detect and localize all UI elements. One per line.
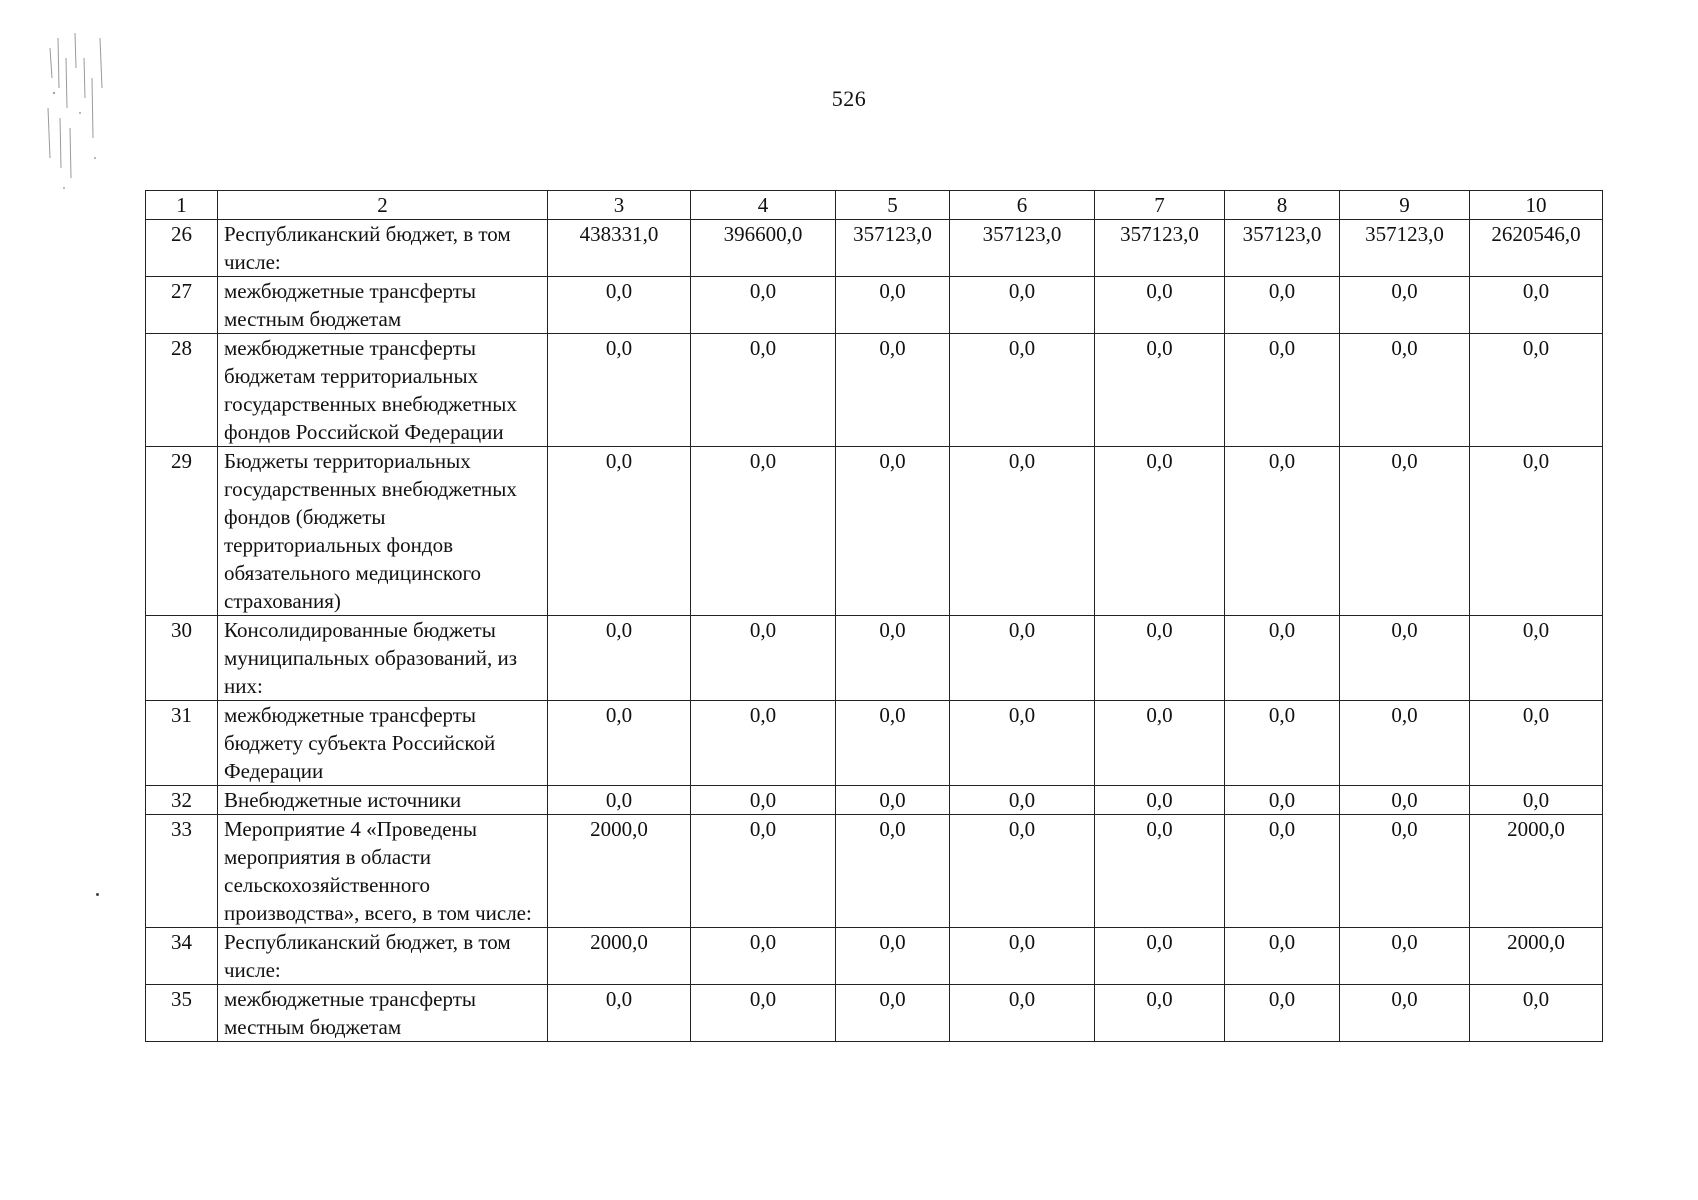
value-cell: 0,0 <box>950 334 1095 447</box>
value-cell: 0,0 <box>1340 616 1470 701</box>
table-row <box>146 701 1603 786</box>
value-cell: 0,0 <box>1225 447 1340 616</box>
row-label: Консолидированные бюджеты муниципальных образований, из них: <box>218 616 548 701</box>
value-cell: 0,0 <box>836 786 950 815</box>
table-header-row <box>146 191 1603 220</box>
value-cell: 2000,0 <box>1470 928 1603 985</box>
value-cell: 0,0 <box>950 616 1095 701</box>
value-cell: 0,0 <box>1340 815 1470 928</box>
row-label: межбюджетные трансферты местным бюджетам <box>218 985 548 1042</box>
value-cell: 0,0 <box>950 277 1095 334</box>
value-cell: 0,0 <box>836 447 950 616</box>
value-cell: 0,0 <box>836 334 950 447</box>
value-cell: 0,0 <box>1095 786 1225 815</box>
column-header: 1 <box>146 191 218 220</box>
value-cell: 0,0 <box>836 701 950 786</box>
table-row <box>146 616 1603 701</box>
value-cell: 0,0 <box>1095 928 1225 985</box>
table-row <box>146 277 1603 334</box>
value-cell: 0,0 <box>691 334 836 447</box>
value-cell: 0,0 <box>691 786 836 815</box>
table-row <box>146 220 1603 277</box>
value-cell: 0,0 <box>548 334 691 447</box>
value-cell: 0,0 <box>836 985 950 1042</box>
value-cell: 0,0 <box>548 616 691 701</box>
value-cell: 0,0 <box>1095 334 1225 447</box>
value-cell: 0,0 <box>950 701 1095 786</box>
value-cell: 0,0 <box>1225 815 1340 928</box>
row-number: 29 <box>146 447 218 616</box>
value-cell: 0,0 <box>548 786 691 815</box>
value-cell: 0,0 <box>836 815 950 928</box>
value-cell: 0,0 <box>1095 815 1225 928</box>
value-cell: 0,0 <box>1095 616 1225 701</box>
column-header: 3 <box>548 191 691 220</box>
row-number: 26 <box>146 220 218 277</box>
value-cell: 0,0 <box>1340 786 1470 815</box>
row-label: Мероприятие 4 «Проведены мероприятия в области сельскохозяйственного производства», всего, в том числе: <box>218 815 548 928</box>
row-number: 33 <box>146 815 218 928</box>
value-cell: 0,0 <box>950 928 1095 985</box>
scan-artifact <box>40 18 120 198</box>
value-cell: 0,0 <box>548 985 691 1042</box>
value-cell: 396600,0 <box>691 220 836 277</box>
value-cell: 357123,0 <box>1095 220 1225 277</box>
row-label: Республиканский бюджет, в том числе: <box>218 220 548 277</box>
table-row <box>146 985 1603 1042</box>
value-cell: 0,0 <box>950 447 1095 616</box>
table-row <box>146 786 1603 815</box>
column-header: 2 <box>218 191 548 220</box>
value-cell: 0,0 <box>1225 701 1340 786</box>
value-cell: 0,0 <box>691 616 836 701</box>
row-number: 34 <box>146 928 218 985</box>
table-row <box>146 815 1603 928</box>
value-cell: 0,0 <box>950 815 1095 928</box>
value-cell: 2000,0 <box>1470 815 1603 928</box>
value-cell: 0,0 <box>1225 277 1340 334</box>
value-cell: 2620546,0 <box>1470 220 1603 277</box>
value-cell: 2000,0 <box>548 815 691 928</box>
row-number: 31 <box>146 701 218 786</box>
row-label: Бюджеты территориальных государственных внебюджетных фондов (бюджеты территориальных фондов обязательного медицинского страхования) <box>218 447 548 616</box>
value-cell: 0,0 <box>1470 277 1603 334</box>
value-cell: 2000,0 <box>548 928 691 985</box>
value-cell: 0,0 <box>1340 447 1470 616</box>
value-cell: 0,0 <box>950 786 1095 815</box>
budget-table <box>145 190 1603 1042</box>
value-cell: 0,0 <box>1095 985 1225 1042</box>
row-label: Республиканский бюджет, в том числе: <box>218 928 548 985</box>
column-header: 6 <box>950 191 1095 220</box>
value-cell: 0,0 <box>548 447 691 616</box>
row-number: 30 <box>146 616 218 701</box>
row-number: 28 <box>146 334 218 447</box>
value-cell: 0,0 <box>1095 701 1225 786</box>
value-cell: 0,0 <box>691 928 836 985</box>
value-cell: 0,0 <box>1340 985 1470 1042</box>
value-cell: 0,0 <box>691 701 836 786</box>
row-number: 32 <box>146 786 218 815</box>
value-cell: 0,0 <box>1470 985 1603 1042</box>
value-cell: 357123,0 <box>950 220 1095 277</box>
value-cell: 0,0 <box>1340 928 1470 985</box>
table-row <box>146 447 1603 616</box>
value-cell: 0,0 <box>836 277 950 334</box>
value-cell: 357123,0 <box>836 220 950 277</box>
value-cell: 0,0 <box>548 701 691 786</box>
value-cell: 0,0 <box>1470 447 1603 616</box>
column-header: 9 <box>1340 191 1470 220</box>
row-number: 27 <box>146 277 218 334</box>
value-cell: 0,0 <box>1095 277 1225 334</box>
value-cell: 0,0 <box>836 928 950 985</box>
column-header: 10 <box>1470 191 1603 220</box>
table-row <box>146 334 1603 447</box>
value-cell: 0,0 <box>1340 701 1470 786</box>
value-cell: 0,0 <box>691 447 836 616</box>
value-cell: 0,0 <box>1470 786 1603 815</box>
column-header: 7 <box>1095 191 1225 220</box>
value-cell: 0,0 <box>1225 786 1340 815</box>
row-label: межбюджетные трансферты бюджетам территориальных государственных внебюджетных фондов Российской Федерации <box>218 334 548 447</box>
value-cell: 0,0 <box>548 277 691 334</box>
scan-speck <box>96 893 99 896</box>
column-header: 8 <box>1225 191 1340 220</box>
column-header: 5 <box>836 191 950 220</box>
table-body <box>146 220 1603 1042</box>
value-cell: 0,0 <box>950 985 1095 1042</box>
value-cell: 0,0 <box>1225 928 1340 985</box>
value-cell: 0,0 <box>1470 616 1603 701</box>
value-cell: 0,0 <box>1340 277 1470 334</box>
row-label: межбюджетные трансферты бюджету субъекта Российской Федерации <box>218 701 548 786</box>
value-cell: 0,0 <box>1225 334 1340 447</box>
value-cell: 0,0 <box>1225 985 1340 1042</box>
value-cell: 0,0 <box>1340 334 1470 447</box>
value-cell: 0,0 <box>691 815 836 928</box>
value-cell: 0,0 <box>1225 616 1340 701</box>
value-cell: 0,0 <box>836 616 950 701</box>
page-number: 526 <box>831 86 867 111</box>
value-cell: 0,0 <box>691 985 836 1042</box>
row-number: 35 <box>146 985 218 1042</box>
value-cell: 357123,0 <box>1225 220 1340 277</box>
row-label: Внебюджетные источники <box>218 786 548 815</box>
row-label: межбюджетные трансферты местным бюджетам <box>218 277 548 334</box>
value-cell: 0,0 <box>691 277 836 334</box>
table-row <box>146 928 1603 985</box>
value-cell: 0,0 <box>1470 701 1603 786</box>
value-cell: 0,0 <box>1470 334 1603 447</box>
value-cell: 0,0 <box>1095 447 1225 616</box>
column-header: 4 <box>691 191 836 220</box>
value-cell: 357123,0 <box>1340 220 1470 277</box>
value-cell: 438331,0 <box>548 220 691 277</box>
